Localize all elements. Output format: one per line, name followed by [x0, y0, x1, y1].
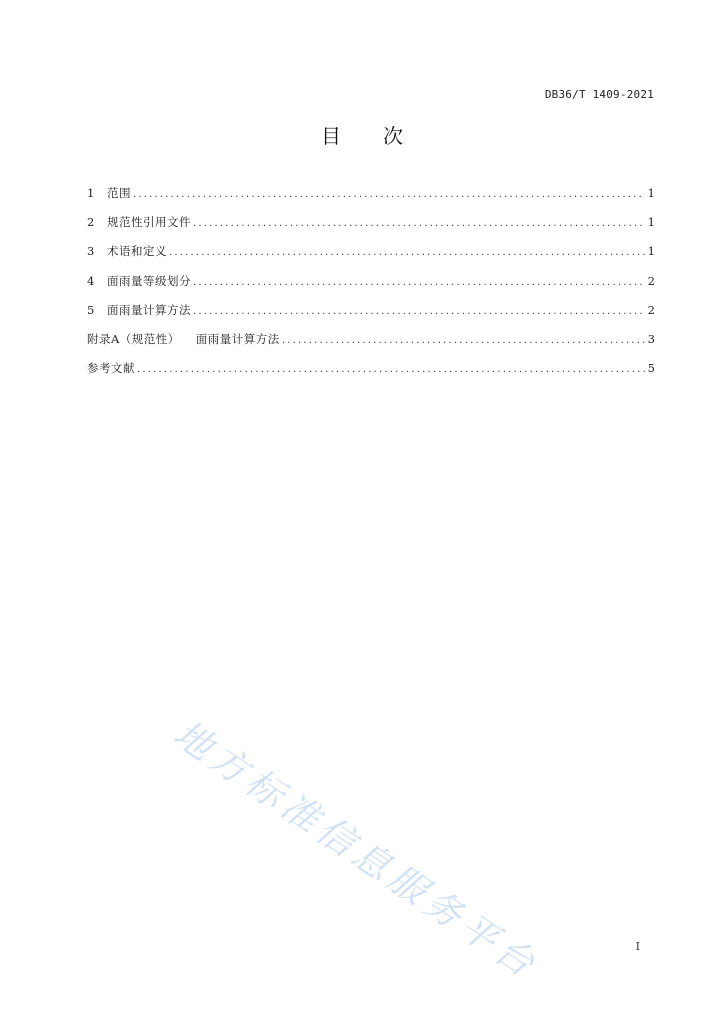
toc-leader-dots: [282, 335, 645, 346]
toc-entry-label: [87, 331, 280, 347]
toc-entry-normative-references[interactable]: [87, 214, 655, 243]
toc-entry-rainfall-grade[interactable]: [87, 273, 655, 302]
toc-leader-dots: [193, 306, 645, 317]
toc-entry-bibliography[interactable]: [87, 360, 655, 389]
toc-entry-number: 4: [87, 273, 95, 288]
toc-entry-number: 2: [87, 215, 95, 230]
watermark-text: 地方标准信息服务平台: [166, 712, 547, 989]
toc-entry-label: 术语和定义: [107, 244, 167, 259]
toc-leader-dots: [193, 218, 645, 229]
toc-entry-number: 3: [87, 244, 95, 259]
toc-leader-dots: [137, 364, 645, 375]
toc-title-char-1: 目: [321, 124, 341, 148]
document-code: DB36/T 1409-2021: [544, 88, 654, 101]
toc-entry-label: 范围: [107, 186, 131, 200]
toc-entry-page: 1: [647, 244, 655, 259]
toc-entry-page: 5: [647, 361, 655, 376]
toc-leader-dots: [169, 247, 645, 258]
toc-entry-number: 1: [87, 186, 95, 200]
table-of-contents: [87, 185, 655, 389]
toc-entry-label: 面雨量等级划分: [107, 273, 191, 288]
toc-entry-page: 2: [647, 302, 655, 317]
toc-entry-appendix-a[interactable]: [87, 331, 655, 360]
toc-leader-dots: [193, 277, 645, 288]
toc-leader-dots: [133, 189, 645, 200]
toc-entry-page: 3: [647, 331, 655, 346]
toc-entry-scope[interactable]: [87, 185, 655, 214]
toc-entry-label: 规范性引用文件: [107, 215, 191, 230]
toc-entry-page: 1: [647, 215, 655, 230]
appendix-sublabel: 面雨量计算方法: [195, 331, 280, 346]
toc-entry-page: 2: [647, 273, 655, 288]
toc-title: [0, 120, 724, 149]
toc-title-char-2: 次: [383, 124, 403, 148]
toc-entry-terms-definitions[interactable]: [87, 243, 655, 272]
toc-entry-number: 5: [87, 302, 95, 317]
toc-entry-page: 1: [647, 186, 655, 200]
toc-entry-rainfall-calculation[interactable]: [87, 302, 655, 331]
page-number: I: [635, 940, 640, 953]
toc-entry-label: 面雨量计算方法: [107, 302, 191, 317]
toc-entry-label: 参考文献: [87, 361, 135, 376]
appendix-label: 附录A（规范性）: [87, 331, 180, 346]
